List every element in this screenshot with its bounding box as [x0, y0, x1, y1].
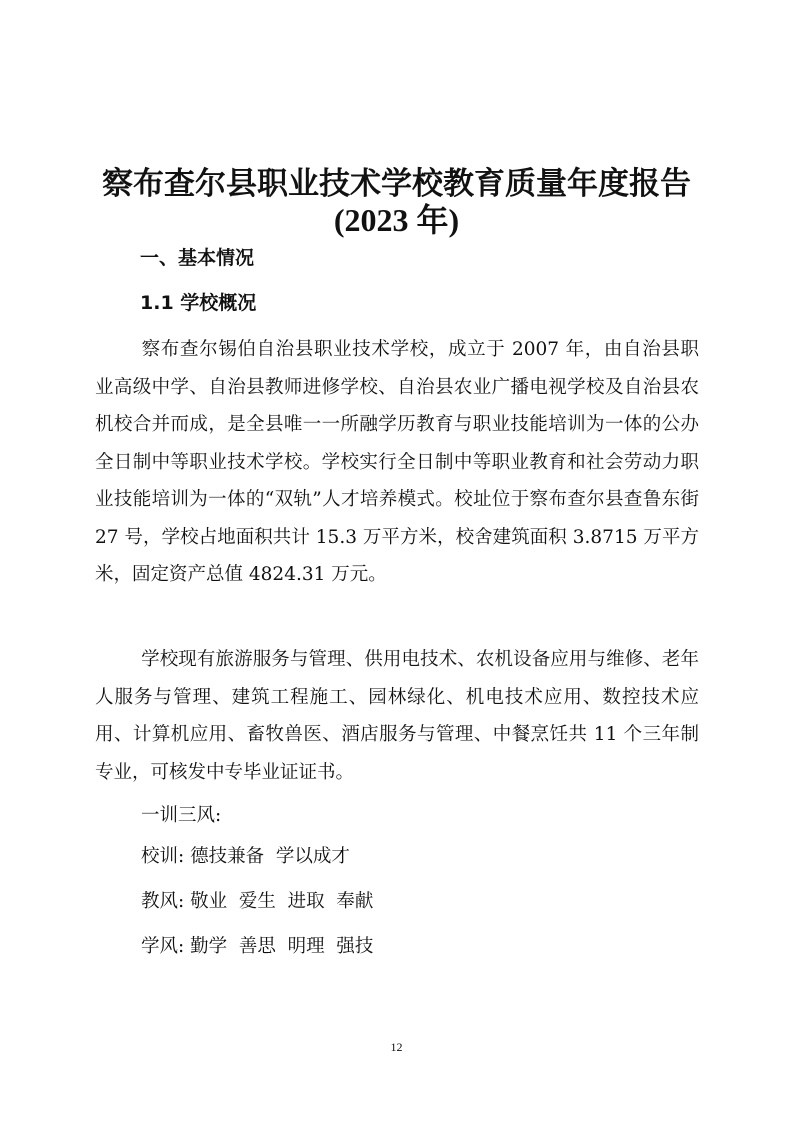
study-style: 学风: 勤学 善思 明理 强技 — [141, 936, 374, 957]
report-year: (2023 年) — [333, 202, 460, 238]
school-overview-paragraph — [95, 331, 699, 594]
school-overview-text: 察布查尔锡伯自治县职业技术学校，成立于 2007 年，由自治县职业高级中学、自治县教师进修学校、自治县农业广播电视学校及自治县农机校合并而成，是全县唯一一所融学历教育与职业技能培训为一体的公办全日制中等职业技术学校。学校实行全日制中等职业教育和社会劳动力职业技能培训为一体的“双轨”人才培养模式。校址位于察布查尔县查鲁东街 27 号，学校占地面积共计 15.3 万平方米，校舍建筑面积 3.8715 万平方米，固定资产总值 4824.31 万元。 — [95, 339, 699, 585]
teaching-style: 教风: 敬业 爱生 进取 奉献 — [141, 891, 374, 912]
motto-intro: 一训三风: — [141, 805, 222, 826]
majors-text: 学校现有旅游服务与管理、供用电技术、农机设备应用与维修、老年人服务与管理、建筑工程施工、园林绿化、机电技术应用、数控技术应用、计算机应用、畜牧兽医、酒店服务与管理、中餐烹饪共 11 个三年制专业，可核发中专毕业证证书。 — [95, 649, 699, 783]
majors-paragraph — [95, 641, 699, 791]
section-heading-basic-info: 一、基本情况 — [140, 247, 255, 269]
subsection-heading-school-overview: 1.1 学校概况 — [140, 292, 257, 314]
school-motto: 校训: 德技兼备 学以成才 — [141, 846, 350, 867]
report-title: 察布查尔县职业技术学校教育质量年度报告 — [102, 166, 691, 202]
page-number: 12 — [390, 1040, 403, 1054]
